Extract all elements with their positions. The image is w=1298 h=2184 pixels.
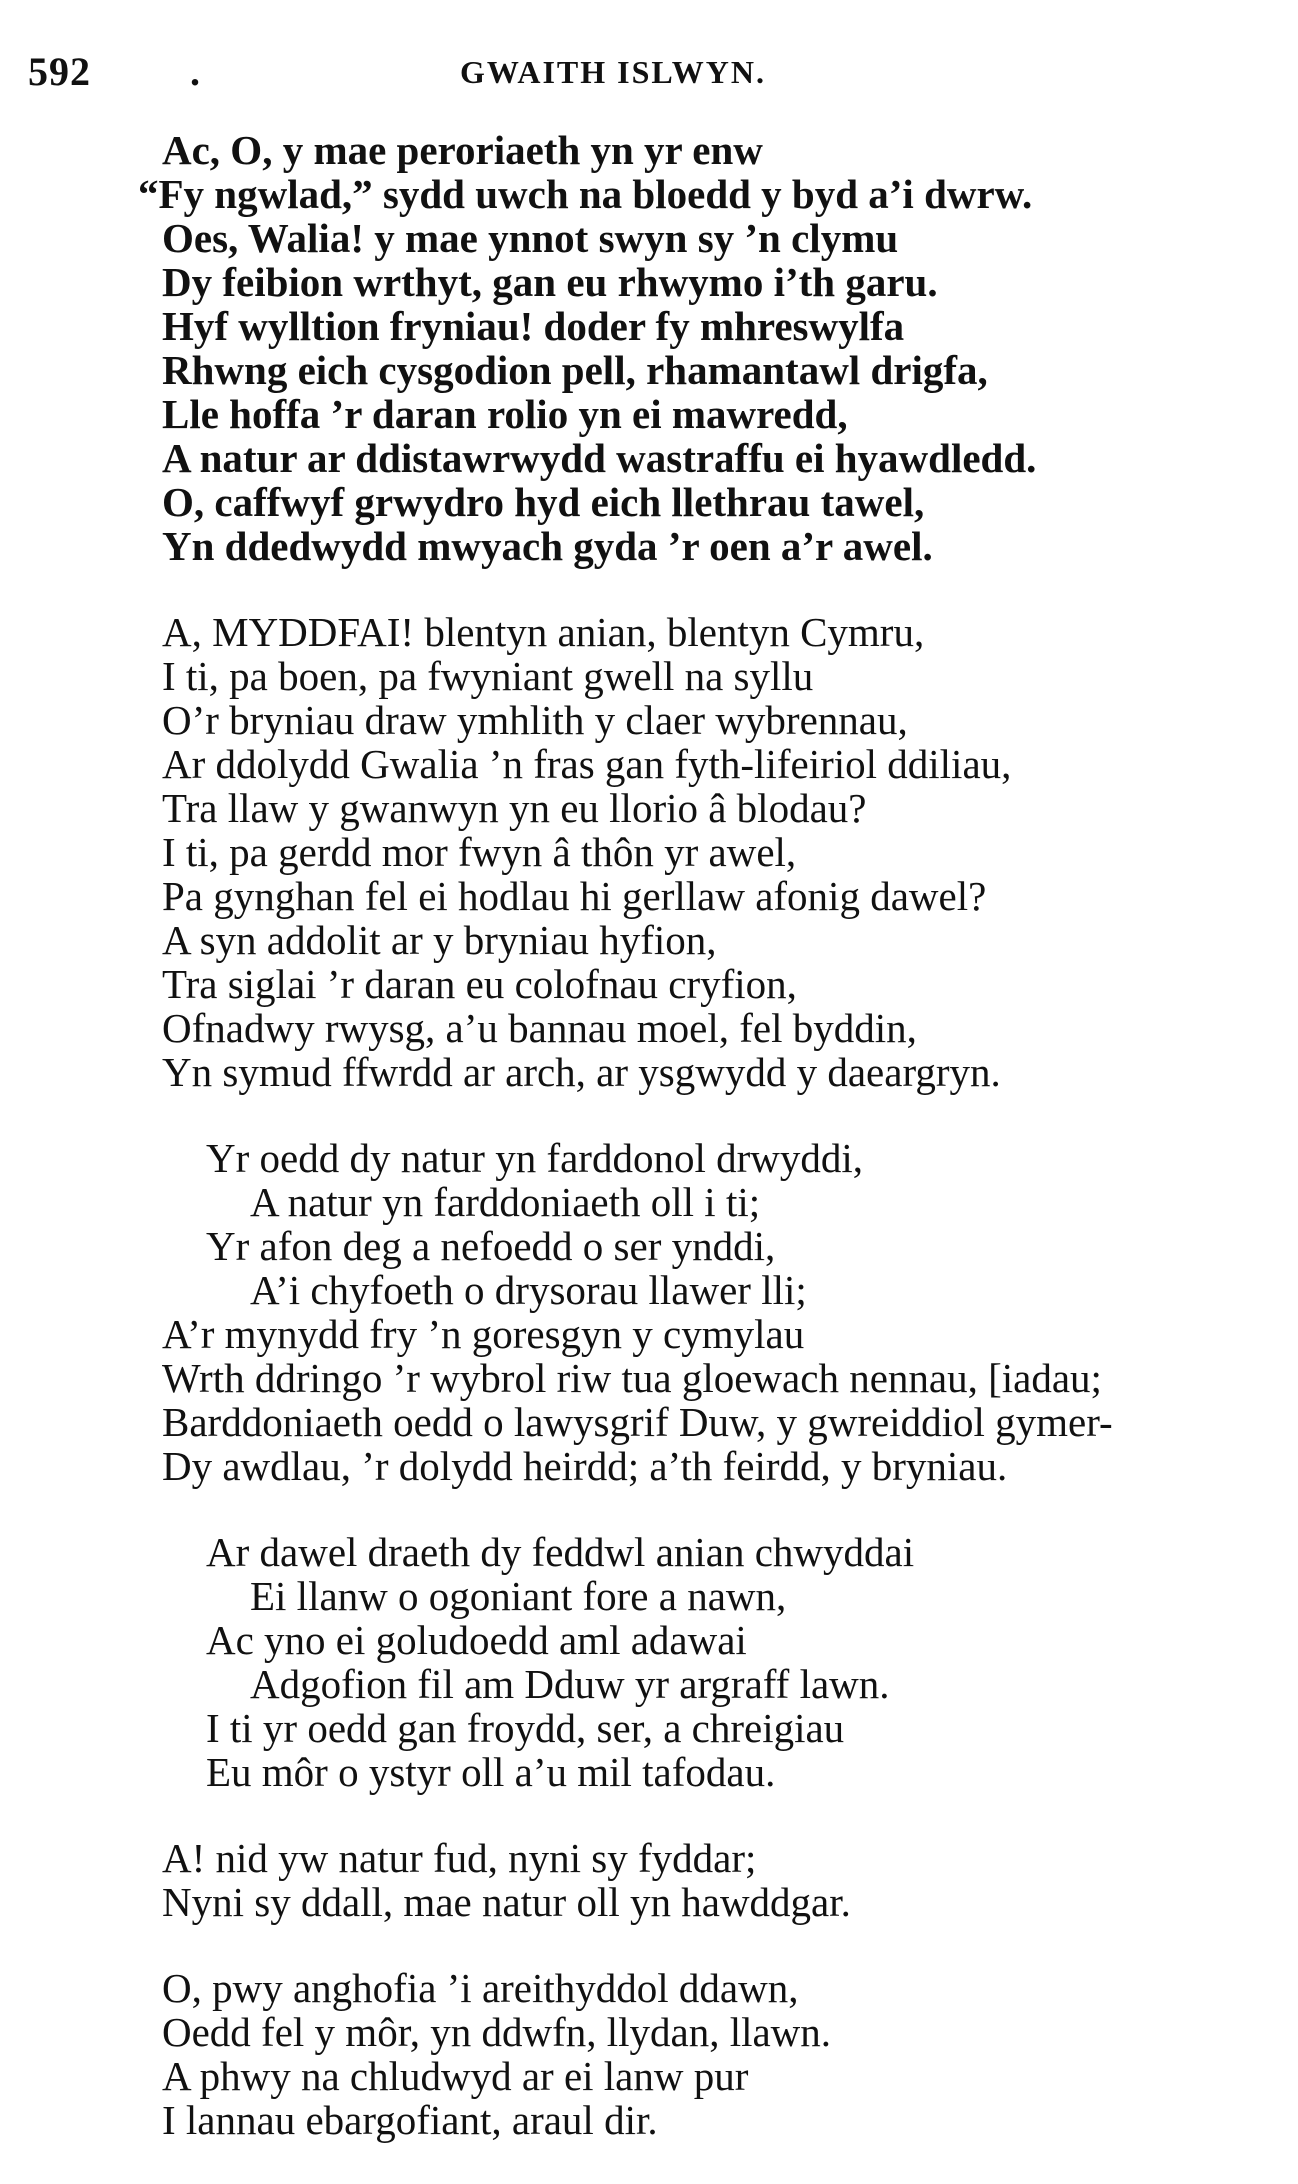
poem-line: Nyni sy ddall, mae natur oll yn hawddgar. <box>162 1879 851 1925</box>
poem-line: Barddoniaeth oedd o lawysgrif Duw, y gwreiddiol gymer- <box>162 1399 1113 1445</box>
line-remainder: ! blentyn anian, blentyn Cymru, <box>400 609 925 655</box>
poem-line: A! nid yw natur fud, nyni sy fyddar; <box>162 1835 757 1881</box>
place-name: MYDDFAI <box>212 609 401 655</box>
poem-line: A’i chyfoeth o drysorau llawer lli; <box>250 1267 807 1313</box>
poem-line: O, pwy anghofia ’i areithyddol ddawn, <box>162 1965 799 2011</box>
poem-line: Dy feibion wrthyt, gan eu rhwymo i’th garu. <box>162 259 938 305</box>
poem-line: A syn addolit ar y bryniau hyfion, <box>162 917 717 963</box>
poem-line: I lannau ebargofiant, araul dir. <box>162 2097 658 2143</box>
stanza-2 <box>0 610 1298 1094</box>
poem-line: Oes, Walia! y mae ynnot swyn sy ’n clymu <box>162 215 899 261</box>
poem-line: Ar dawel draeth dy feddwl anian chwyddai <box>206 1529 915 1575</box>
poem-line: Tra llaw y gwanwyn yn eu llorio â blodau? <box>162 785 867 831</box>
poem-line: Ac, O, y mae peroriaeth yn yr enw <box>162 127 763 173</box>
stanza-1 <box>0 128 1298 568</box>
poem-line: Ac yno ei goludoedd aml adawai <box>206 1617 747 1663</box>
poem-line: A phwy na chludwyd ar ei lanw pur <box>162 2053 749 2099</box>
poem-line: O, caffwyf grwydro hyd eich llethrau tawel, <box>162 479 925 525</box>
poem-line: A natur yn farddoniaeth oll i ti; <box>250 1179 761 1225</box>
poem-line: Dy awdlau, ’r dolydd heirdd; a’th feirdd, y bryniau. <box>162 1443 1008 1489</box>
poem-line: Yn ddedwydd mwyach gyda ’r oen a’r awel. <box>162 523 933 569</box>
running-header <box>0 48 1298 98</box>
poem-line: O’r bryniau draw ymhlith y claer wybrennau, <box>162 697 908 743</box>
poem-line: A natur ar ddistawrwydd wastraffu ei hyawdledd. <box>162 435 1037 481</box>
line-prefix: A, <box>162 609 213 655</box>
poem-line: Yr oedd dy natur yn farddonol drwyddi, <box>206 1135 864 1181</box>
header-separator: . <box>190 49 200 94</box>
poem-line: Hyf wylltion fryniau! doder fy mhreswylfa <box>162 303 905 349</box>
page-number: 592 <box>28 49 91 94</box>
poem-line <box>0 610 1298 654</box>
running-title: GWAITH ISLWYN. <box>460 54 767 90</box>
poem-line: I ti, pa gerdd mor fwyn â thôn yr awel, <box>162 829 797 875</box>
poem-line: A’r mynydd fry ’n goresgyn y cymylau <box>162 1311 805 1357</box>
poem-line: Tra siglai ’r daran eu colofnau cryfion, <box>162 961 797 1007</box>
poem-line: I ti, pa boen, pa fwyniant gwell na syllu <box>162 653 814 699</box>
stanza-6 <box>0 1966 1298 2142</box>
poem-line: Yn symud ffwrdd ar arch, ar ysgwydd y daeargryn. <box>162 1049 1001 1095</box>
poem-line: “Fy ngwlad,” sydd uwch na bloedd y byd a’i dwrw. <box>138 171 1033 217</box>
poem-line: Ei llanw o ogoniant fore a nawn, <box>250 1573 787 1619</box>
stanza-3 <box>0 1136 1298 1488</box>
poem-line: Eu môr o ystyr oll a’u mil tafodau. <box>206 1749 776 1795</box>
stanza-4 <box>0 1530 1298 1794</box>
stanza-5 <box>0 1836 1298 1924</box>
poem-line: Pa gynghan fel ei hodlau hi gerllaw afonig dawel? <box>162 873 987 919</box>
poem-text <box>0 128 1298 2184</box>
poem-line: I ti yr oedd gan froydd, ser, a chreigiau <box>206 1705 845 1751</box>
poem-line: Rhwng eich cysgodion pell, rhamantawl drigfa, <box>162 347 988 393</box>
poem-line: Yr afon deg a nefoedd o ser ynddi, <box>206 1223 776 1269</box>
poem-line: Wrth ddringo ’r wybrol riw tua gloewach nennau, [iadau; <box>162 1355 1102 1401</box>
poem-line: Oedd fel y môr, yn ddwfn, llydan, llawn. <box>162 2009 832 2055</box>
poem-line: Ofnadwy rwysg, a’u bannau moel, fel byddin, <box>162 1005 917 1051</box>
poem-line: Adgofion fil am Dduw yr argraff lawn. <box>250 1661 890 1707</box>
poem-line: Ar ddolydd Gwalia ’n fras gan fyth-lifeiriol ddiliau, <box>162 741 1012 787</box>
poem-line: Lle hoffa ’r daran rolio yn ei mawredd, <box>162 391 848 437</box>
